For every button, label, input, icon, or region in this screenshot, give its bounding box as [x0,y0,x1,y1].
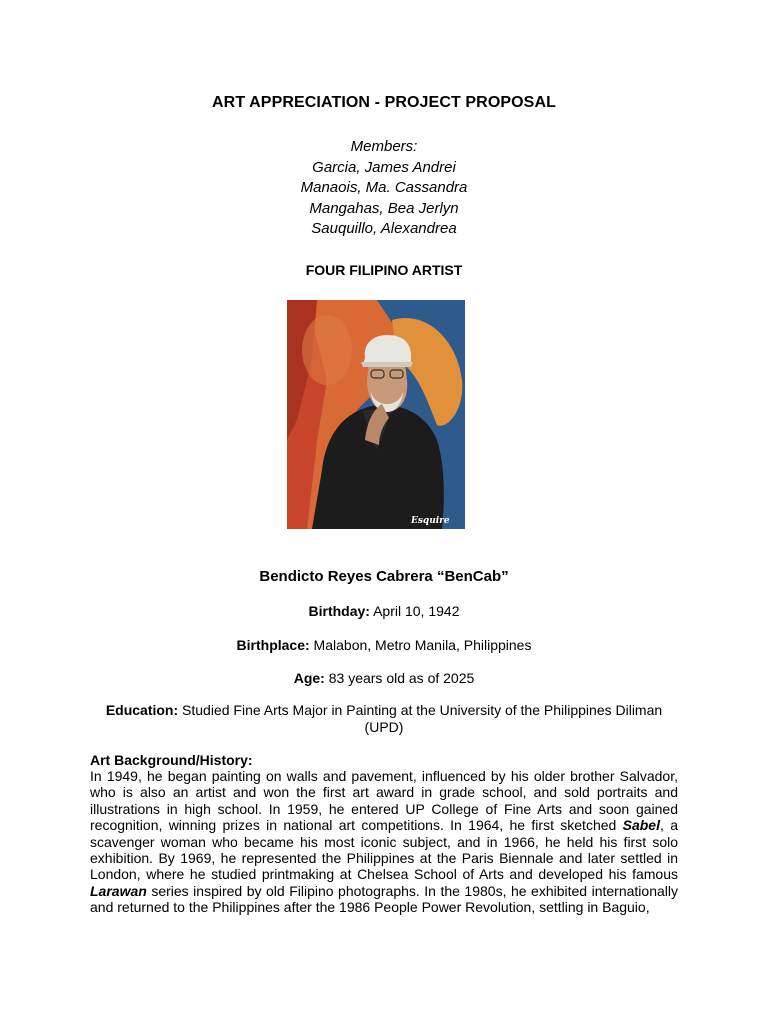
background-emphasis: Sabel [622,817,660,834]
age-line [0,670,768,686]
education-value: Studied Fine Arts Major in Painting at the University of the Philippines Diliman (UPD) [178,702,663,735]
age-label: Age: [293,670,325,686]
background-text: , a scavenger woman who became his most iconic subject, and in 1966, he held his first solo exhibition. By 1969, he represented the Philippines at the Paris Biennale and later settled in London, where he studied printmaking at Chelsea School of Arts and developed his famous [90,817,678,883]
member-name: Garcia, James Andrei [312,158,456,176]
background-emphasis: Larawan [90,882,147,899]
artist-name: Bendicto Reyes Cabrera “BenCab” [259,568,509,585]
birthday-value: April 10, 1942 [369,603,460,619]
section-subtitle: FOUR FILIPINO ARTIST [305,262,463,278]
birthplace-line [0,637,768,653]
age-value: 83 years old as of 2025 [324,670,475,686]
education-line [105,702,663,736]
background-heading: Art Background/History: [90,752,253,768]
background-paragraph [90,768,678,916]
photo-watermark: Esquire [411,516,450,526]
background-text: In 1949, he began painting on walls and pavement, influenced by his older brother Salvador, who is also an artist and won the first art award in grade school, and sold portraits and illustrations in high school. In 1959, he entered UP College of Fine Arts and soon gained recognition, winning prizes in national art competitions. In 1964, he first sketched [90,768,678,834]
member-name: Mangahas, Bea Jerlyn [309,199,459,217]
members-label: Members: [350,138,418,155]
birthplace-label: Birthplace: [236,637,310,653]
artist-photo [287,300,465,529]
education-label: Education: [105,702,179,718]
birthplace-value: Malabon, Metro Manila, Philippines [309,637,532,653]
document-title: ART APPRECIATION - PROJECT PROPOSAL [212,94,556,111]
background-text: series inspired by old Filipino photographs. In the 1980s, he exhibited internationally and returned to the Philippines after the 1986 People Power Revolution, settling in Baguio, [90,882,678,916]
birthday-line [0,603,768,619]
member-name: Manaois, Ma. Cassandra [300,179,468,196]
birthday-label: Birthday: [308,603,370,619]
member-name: Sauquillo, Alexandrea [311,220,457,237]
members-block [0,137,768,240]
